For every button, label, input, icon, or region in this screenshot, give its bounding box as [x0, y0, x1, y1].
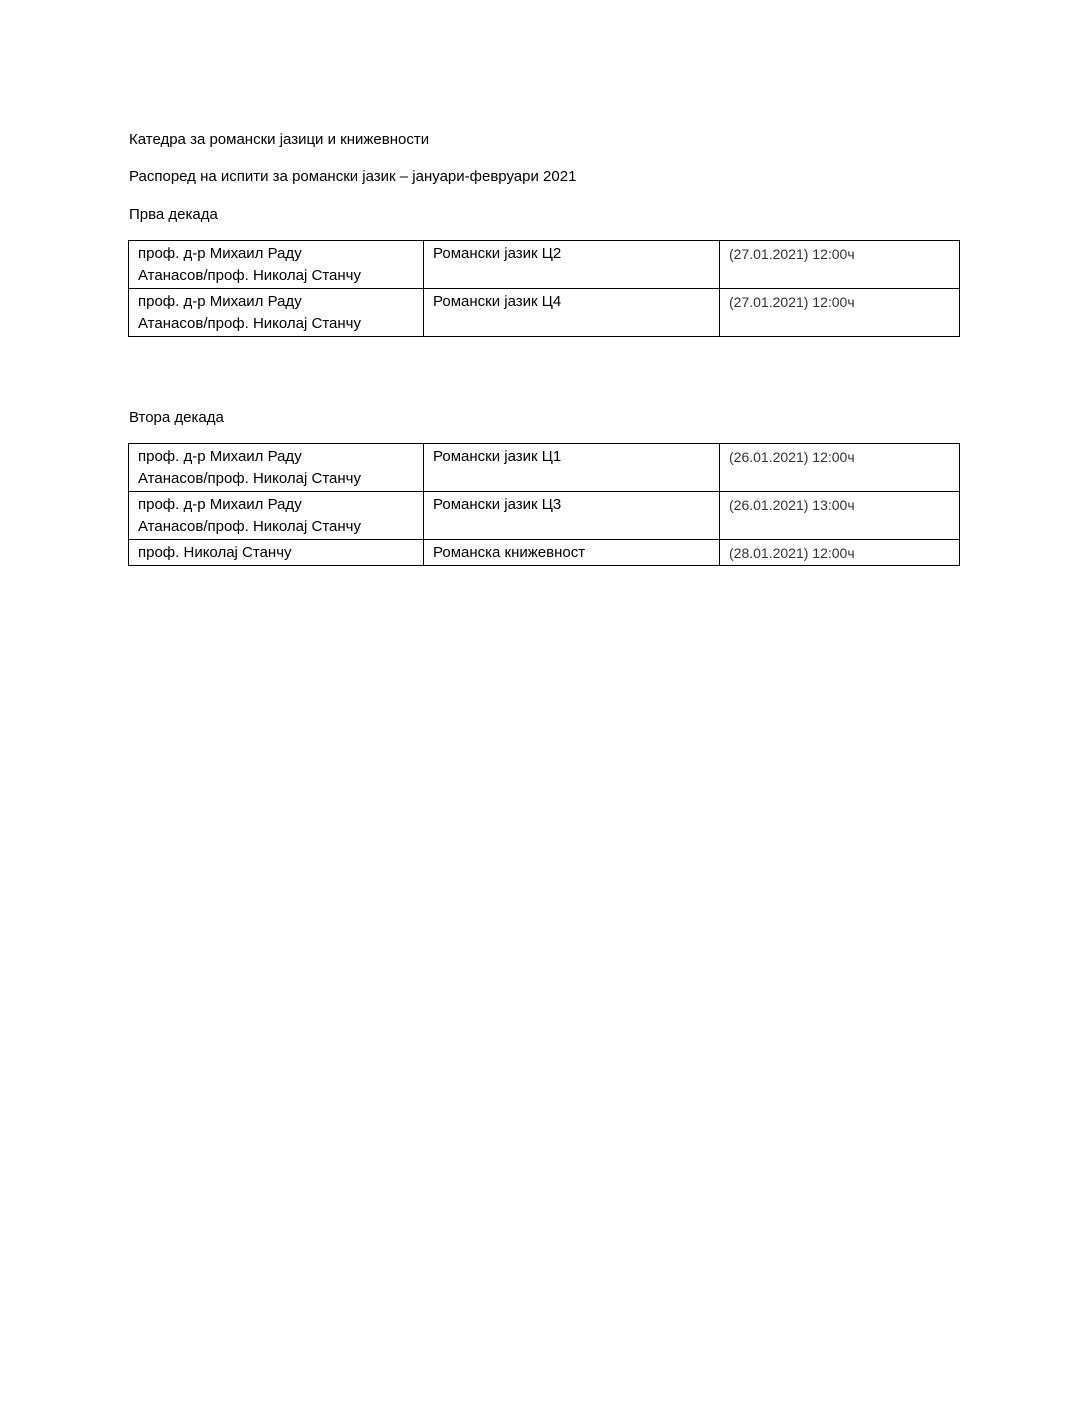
professor-name-line: Атанасов/проф. Николај Станчу [138, 470, 362, 487]
exam-table-second-decade [128, 443, 960, 566]
datetime-cell: (27.01.2021) 12:00ч [720, 241, 960, 289]
professor-name-line: Атанасов/проф. Николај Станчу [138, 315, 362, 332]
professor-cell [129, 289, 424, 337]
subject-cell: Романски јазик Ц4 [424, 289, 720, 337]
professor-cell [129, 444, 424, 492]
professor-name-line: проф. д-р Михаил Раду [138, 496, 302, 513]
professor-cell [129, 492, 424, 540]
professor-name-line: проф. д-р Михаил Раду [138, 245, 302, 262]
professor-cell [129, 540, 424, 566]
exam-table-first-decade [128, 240, 960, 337]
professor-name-line: проф. д-р Михаил Раду [138, 448, 302, 465]
table-row [129, 540, 960, 566]
subject-cell: Романска книжевност [424, 540, 720, 566]
professor-name-line: Атанасов/проф. Николај Станчу [138, 518, 362, 535]
table-row [129, 289, 960, 337]
datetime-cell: (26.01.2021) 13:00ч [720, 492, 960, 540]
subject-cell: Романски јазик Ц3 [424, 492, 720, 540]
professor-name-line: Атанасов/проф. Николај Станчу [138, 267, 362, 284]
datetime-cell: (28.01.2021) 12:00ч [720, 540, 960, 566]
subject-cell: Романски јазик Ц2 [424, 241, 720, 289]
department-title: Катедра за романски јазици и книжевности [129, 131, 430, 148]
professor-name-line: проф. д-р Михаил Раду [138, 293, 302, 310]
table-row [129, 492, 960, 540]
professor-name-line: проф. Николај Станчу [138, 544, 292, 561]
datetime-cell: (26.01.2021) 12:00ч [720, 444, 960, 492]
table-row [129, 444, 960, 492]
section-heading-second-decade: Втора декада [129, 409, 224, 426]
table-row [129, 241, 960, 289]
section-heading-first-decade: Прва декада [129, 206, 218, 223]
datetime-cell: (27.01.2021) 12:00ч [720, 289, 960, 337]
professor-cell [129, 241, 424, 289]
page-title: Распоред на испити за романски јазик – јануари-февруари 2021 [129, 168, 577, 185]
subject-cell: Романски јазик Ц1 [424, 444, 720, 492]
